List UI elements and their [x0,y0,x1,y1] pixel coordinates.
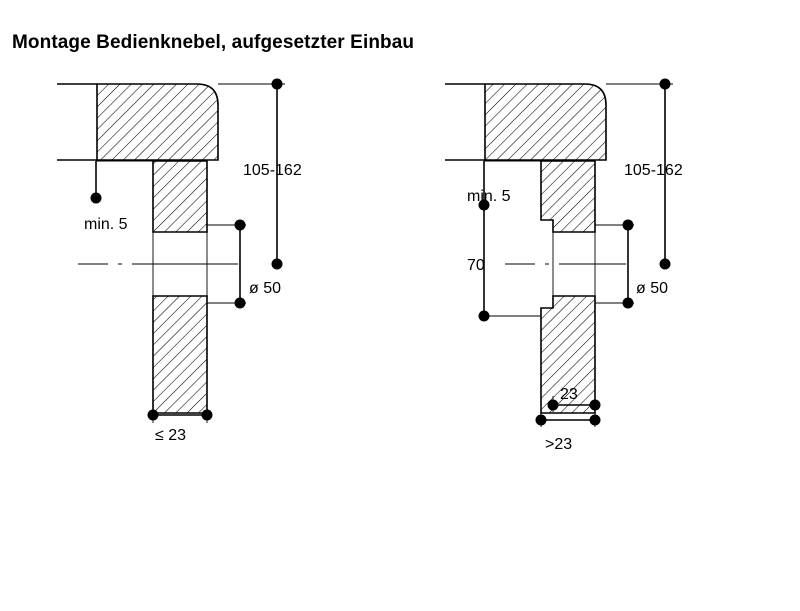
label-right-70: 70 [467,257,485,274]
right-dimension-greater23 [541,413,595,427]
label-left-diameter-50: ø 50 [249,280,282,297]
right-front-panel-upper [541,161,595,232]
left-dimension-max23 [153,413,207,423]
label-right-105-162: 105-162 [624,162,683,179]
right-worktop [445,84,606,160]
label-right-23: 23 [560,386,578,403]
left-front-panel-upper [153,161,207,232]
label-right-min5: min. 5 [467,188,511,205]
left-worktop [57,84,218,161]
page-title: Montage Bedienknebel, aufgesetzter Einbau [12,32,415,53]
left-front-panel-lower [153,296,207,413]
label-left-min5: min. 5 [84,216,128,233]
left-dimension-min5 [96,161,153,198]
label-left-105-162: 105-162 [243,162,302,179]
label-right-greater23: >23 [545,436,573,453]
label-left-max23: ≤ 23 [155,427,187,444]
right-dimension-70 [484,205,541,316]
label-right-diameter-50: ø 50 [636,280,669,297]
